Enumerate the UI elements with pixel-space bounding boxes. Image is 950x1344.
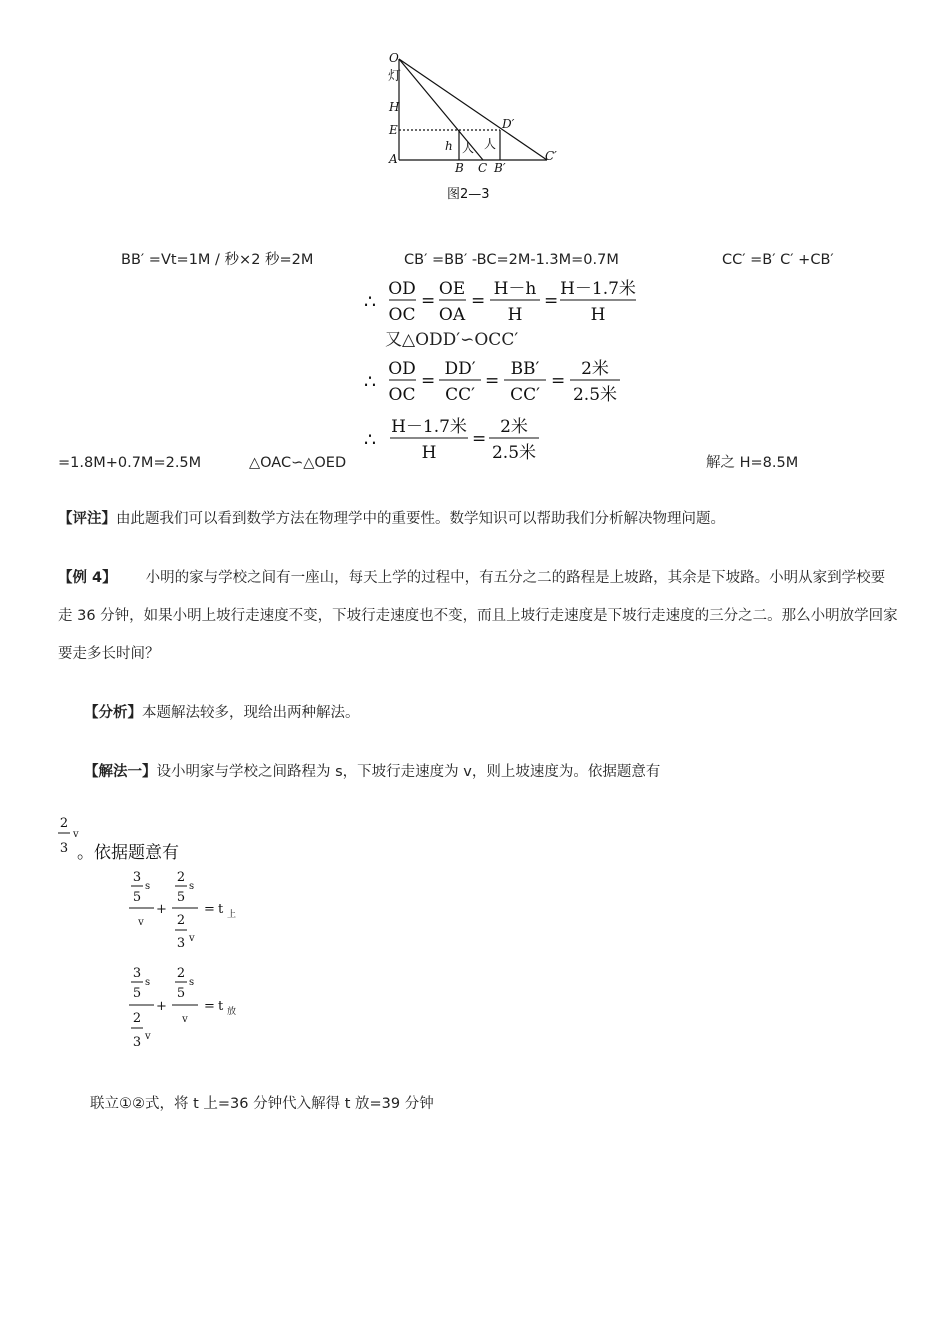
frac-den: 3 xyxy=(59,841,69,856)
figure-caption: 图2—3 xyxy=(447,187,490,202)
final-answer: 联立①②式，将 t 上=36 分钟代入解得 t 放=39 分钟 xyxy=(90,1096,434,1112)
label-h: H xyxy=(389,100,400,114)
calc-cb-prime: CB′ =BB′ -BC=2M-1.3M=0.7M xyxy=(404,252,619,268)
example-4-tag: 【例 4】 xyxy=(58,570,117,586)
equals-sign: = xyxy=(544,291,559,311)
frac-num: BB′ xyxy=(510,359,540,379)
frac-num: 2 xyxy=(176,870,186,885)
frac-den: OC xyxy=(388,305,416,325)
frac-den: OA xyxy=(438,305,466,325)
label-d-prime: D′ xyxy=(502,117,515,131)
comment-tag: 【评注】 xyxy=(58,511,116,527)
var-s: s xyxy=(145,881,151,892)
equals-sign: = xyxy=(204,999,215,1014)
frac-num: 2 xyxy=(176,966,186,981)
label-e: E xyxy=(389,123,398,137)
therefore-symbol: ∴ xyxy=(364,291,377,313)
frac-num: DD′ xyxy=(444,359,476,379)
frac-den: 5 xyxy=(132,986,142,1001)
solution-1-text: 设小明家与学校之间路程为 s，下坡行走速度为 v，则上坡速度为。依据题意有 xyxy=(156,764,661,780)
label-b: B xyxy=(455,161,464,175)
frac-den: 2.5米 xyxy=(491,443,537,463)
plus-sign: + xyxy=(156,999,167,1014)
comment-paragraph xyxy=(58,509,725,529)
var-s: s xyxy=(189,977,195,988)
equals-sign: = xyxy=(485,371,500,391)
solution-1-paragraph xyxy=(84,762,660,782)
label-lamp: 灯 xyxy=(388,69,402,84)
calc-cc-prime: CC′ =B′ C′ +CB′ xyxy=(722,252,834,268)
equals-sign: = xyxy=(472,429,487,449)
frac-den: OC xyxy=(388,385,416,405)
therefore-symbol: ∴ xyxy=(364,371,377,393)
geometry-figure xyxy=(375,48,575,208)
frac-num: 3 xyxy=(132,870,142,885)
label-a: A xyxy=(389,152,398,166)
frac-den: 2.5米 xyxy=(572,385,618,405)
formula-uphill-time xyxy=(126,866,256,958)
var-v: v xyxy=(138,917,144,928)
var-v: v xyxy=(145,1031,151,1042)
var-t: t xyxy=(218,902,224,917)
frac-num: H－h xyxy=(493,279,537,299)
analysis-tag: 【分析】 xyxy=(84,705,142,721)
frac-num: OD xyxy=(388,359,416,379)
equation-ratio-1 xyxy=(362,275,652,327)
uphill-speed-expression xyxy=(55,810,215,862)
therefore-symbol: ∴ xyxy=(364,429,377,451)
var-v: v xyxy=(73,829,79,840)
frac-num: OD xyxy=(388,279,416,299)
calc-bb-prime: BB′ =Vt=1M / 秒×2 秒=2M xyxy=(121,252,314,268)
similar-triangles-statement: 又△ODD′∽OCC′ xyxy=(385,330,519,350)
frac-num: 2米 xyxy=(581,359,609,379)
result-cc-prime: =1.8M+0.7M=2.5M xyxy=(58,455,202,471)
var-s: s xyxy=(145,977,151,988)
frac-den: H xyxy=(421,443,437,463)
solution-1-tag: 【解法一】 xyxy=(84,764,157,780)
speed-suffix: 。依据题意有 xyxy=(77,843,179,862)
frac-num: 2米 xyxy=(500,417,528,437)
similar-triangles-oac-oed: △OAC∽△OED xyxy=(249,455,347,471)
equals-sign: = xyxy=(471,291,486,311)
equation-ratio-2 xyxy=(362,355,652,407)
comment-text: 由此题我们可以看到数学方法在物理学中的重要性。数学知识可以帮助我们分析解决物理问题。 xyxy=(116,511,725,527)
frac-den: 3 xyxy=(176,936,186,951)
analysis-paragraph xyxy=(84,703,360,723)
frac-num: 2 xyxy=(176,913,186,928)
var-t: t xyxy=(218,999,224,1014)
subscript-up: 上 xyxy=(227,910,237,920)
frac-den: 5 xyxy=(176,890,186,905)
frac-num: OE xyxy=(438,279,466,299)
frac-den: 5 xyxy=(132,890,142,905)
var-s: s xyxy=(189,881,195,892)
var-v: v xyxy=(189,933,195,944)
label-b-prime: B′ xyxy=(494,161,506,175)
frac-num: H－1.7米 xyxy=(391,417,467,437)
frac-den: CC′ xyxy=(510,385,540,405)
label-o: O xyxy=(389,51,399,65)
frac-num: 2 xyxy=(59,816,69,831)
analysis-text: 本题解法较多，现给出两种解法。 xyxy=(142,705,360,721)
solution-h: 解之 H=8.5M xyxy=(706,455,799,471)
equals-sign: = xyxy=(204,902,215,917)
frac-den: H xyxy=(507,305,523,325)
subscript-return: 放 xyxy=(227,1007,237,1017)
frac-num: 2 xyxy=(132,1011,142,1026)
equation-ratio-3 xyxy=(362,413,562,467)
plus-sign: + xyxy=(156,902,167,917)
frac-den: H xyxy=(590,305,606,325)
example-4-paragraph xyxy=(58,559,898,673)
var-v: v xyxy=(182,1014,188,1025)
label-person-1: 人 xyxy=(462,141,475,155)
frac-num: H－1.7米 xyxy=(560,279,636,299)
label-c: C xyxy=(478,161,488,175)
formula-return-time xyxy=(126,962,256,1058)
equals-sign: = xyxy=(421,291,436,311)
frac-den: 5 xyxy=(176,986,186,1001)
frac-den: CC′ xyxy=(445,385,475,405)
frac-num: 3 xyxy=(132,966,142,981)
label-c-prime: C′ xyxy=(545,149,557,163)
equals-sign: = xyxy=(551,371,566,391)
label-person-2: 人 xyxy=(484,137,497,151)
equals-sign: = xyxy=(421,371,436,391)
frac-den: 3 xyxy=(132,1035,142,1050)
example-4-text: 小明的家与学校之间有一座山，每天上学的过程中，有五分之二的路程是上坡路，其余是下坡路。小明从家到学校要走 36 分钟，如果小明上坡行走速度不变，下坡行走速度也不变，而且上坡行走速度是下坡行走速度的三分之二。那么小明放学回家要走多长时间？ xyxy=(58,570,898,662)
label-h-small: h xyxy=(445,139,453,153)
